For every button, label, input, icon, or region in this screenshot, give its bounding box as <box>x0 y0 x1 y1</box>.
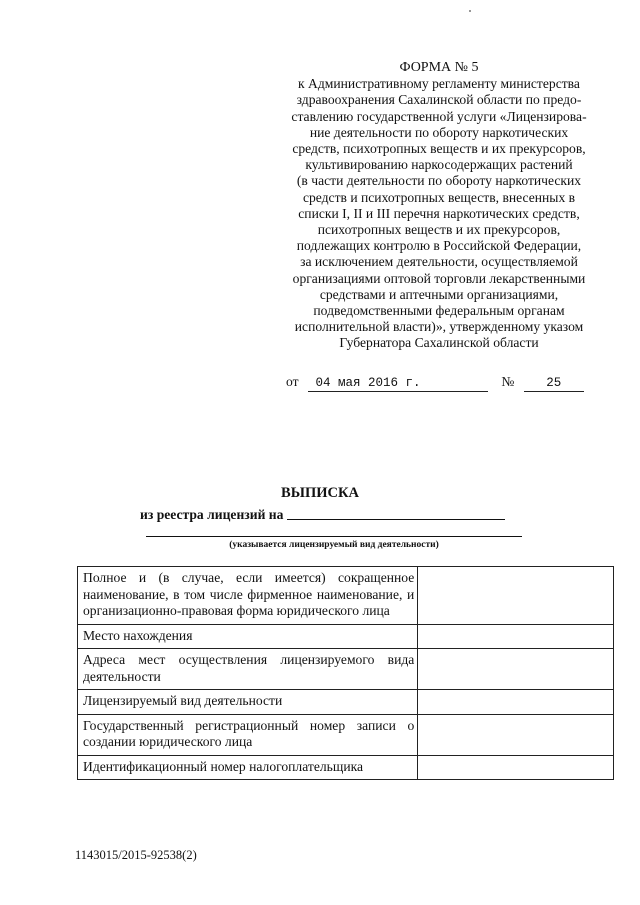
registry-line <box>140 507 505 523</box>
header-line: (в части деятельности по обороту наркотических <box>296 173 582 189</box>
header-line: ставлению государственной услуги «Лицензирова- <box>291 108 587 124</box>
header-line: исполнительной власти)», утвержденному указом <box>294 319 584 335</box>
date-month-year: мая 2016 г. <box>338 376 488 392</box>
table-row <box>78 624 614 649</box>
header-line: здравоохранения Сахалинской области по предо- <box>296 92 582 108</box>
activity-hint: (указывается лицензируемый вид деятельности) <box>146 536 522 550</box>
table-row <box>78 649 614 690</box>
registry-blank <box>287 507 505 520</box>
row-label: Место нахождения <box>78 624 418 649</box>
document-code: 1143015/2015-92538(2) <box>75 848 197 862</box>
row-value <box>418 714 614 755</box>
row-label: Полное и (в случае, если имеется) сокращенное наименование, в том числе фирменное наименование, и организационно-правовая форма юридического лица <box>78 567 418 625</box>
row-value <box>418 567 614 625</box>
row-value <box>418 755 614 780</box>
row-value <box>418 649 614 690</box>
date-day: 04 <box>308 376 338 392</box>
header-line: списки I, II и III перечня наркотических средств, <box>298 205 580 221</box>
header-line: за исключением деятельности, осуществляемой <box>300 254 578 270</box>
header-line: ние деятельности по обороту наркотических <box>309 124 569 140</box>
extract-table <box>77 566 614 780</box>
row-label: Адреса мест осуществления лицензируемого вида деятельности <box>78 649 418 690</box>
row-label: Государственный регистрационный номер записи о создании юридического лица <box>78 714 418 755</box>
registry-label: из реестра лицензий на <box>140 507 284 522</box>
number-prefix: № <box>501 374 515 389</box>
row-label: Лицензируемый вид деятельности <box>78 690 418 715</box>
table-row <box>78 714 614 755</box>
header-line: Губернатора Сахалинской области <box>339 335 539 351</box>
decree-date-line <box>286 374 616 392</box>
row-value <box>418 624 614 649</box>
scan-speck <box>469 10 471 12</box>
form-title: ФОРМА № 5 <box>399 60 479 75</box>
row-label: Идентификационный номер налогоплательщика <box>78 755 418 780</box>
form-header <box>268 60 610 352</box>
header-line: психотропных веществ и их прекурсоров, <box>317 222 561 238</box>
header-line: к Административному регламенту министерства <box>298 76 580 92</box>
header-line: средств и психотропных веществ, внесенных в <box>302 189 576 205</box>
header-line: организациями оптовой торговли лекарственными <box>292 270 586 286</box>
table-row <box>78 567 614 625</box>
decree-number: 25 <box>524 376 584 392</box>
header-line: средств, психотропных веществ и их прекурсоров, <box>292 141 586 157</box>
row-value <box>418 690 614 715</box>
table-row <box>78 690 614 715</box>
date-prefix: от <box>286 374 299 389</box>
header-line: подведомственными федеральным органам <box>313 303 565 319</box>
header-line: средствами и аптечными организациями, <box>319 286 559 302</box>
header-line: подлежащих контролю в Российской Федерации, <box>296 238 582 254</box>
header-line: культивированию наркосодержащих растений <box>305 157 573 173</box>
table-row <box>78 755 614 780</box>
document-title: ВЫПИСКА <box>281 485 359 501</box>
